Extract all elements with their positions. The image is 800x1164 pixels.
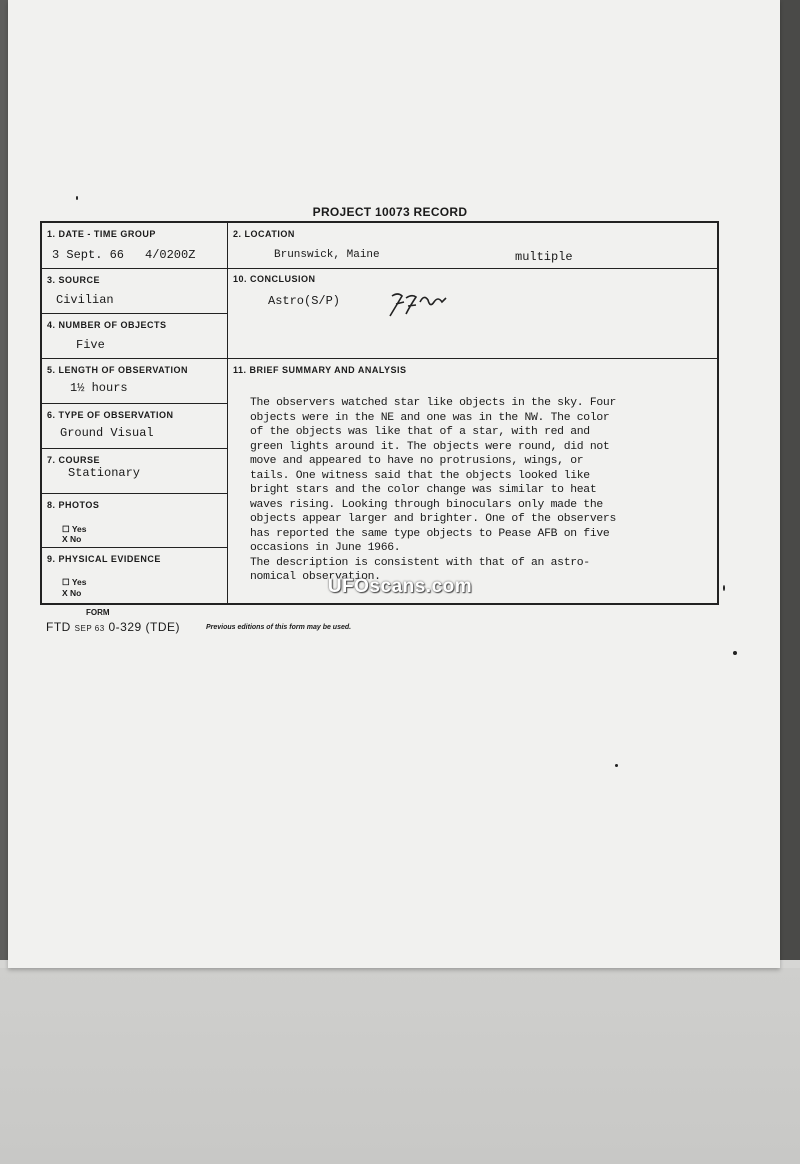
length-of-observation-value: 1½ hours — [70, 381, 128, 395]
summary-header-cell — [228, 359, 717, 379]
number-of-objects-cell — [42, 314, 227, 358]
watermark-text: UFOscans.com — [327, 576, 473, 597]
scan-speck — [733, 651, 737, 655]
footer-note: Previous editions of this form may be used. — [206, 624, 352, 631]
physical-evidence-no-checkbox: X No — [62, 588, 82, 598]
date-time-cell — [42, 223, 227, 268]
scan-edge-left — [0, 0, 8, 960]
photos-yes-checkbox: ☐ Yes — [62, 524, 87, 534]
location-note: multiple — [515, 250, 573, 264]
type-of-observation-cell — [42, 404, 227, 448]
physical-evidence-cell — [42, 548, 227, 603]
time-value: 4/0200Z — [145, 248, 196, 262]
course-label: 7. COURSE — [47, 455, 101, 465]
conclusion-cell — [228, 269, 717, 358]
conclusion-label: 10. CONCLUSION — [233, 274, 316, 284]
scan-speck — [723, 585, 725, 591]
conclusion-value: Astro(S/P) — [268, 294, 341, 308]
location-cell — [228, 223, 717, 268]
scan-speck — [615, 764, 618, 767]
source-cell — [42, 269, 227, 313]
type-of-observation-label: 6. TYPE OF OBSERVATION — [47, 410, 174, 420]
source-label: 3. SOURCE — [47, 275, 101, 285]
location-label: 2. LOCATION — [233, 229, 295, 239]
length-of-observation-cell — [42, 359, 227, 403]
footer-ftd: FTD — [46, 620, 71, 634]
footer-form-number: 0-329 (TDE) — [108, 620, 181, 634]
scan-edge-right — [778, 0, 800, 960]
source-value: Civilian — [56, 293, 114, 307]
project-title: PROJECT 10073 RECORD — [312, 205, 468, 219]
scan-speck — [76, 196, 78, 200]
photos-cell — [42, 494, 227, 547]
footer-form-id — [46, 620, 180, 634]
footer-edition: SEP 63 — [74, 624, 105, 633]
course-cell — [42, 449, 227, 493]
photos-label: 8. PHOTOS — [47, 500, 100, 510]
date-value: 3 Sept. 66 — [52, 248, 125, 262]
course-value: Stationary — [68, 466, 141, 480]
physical-evidence-yes-checkbox: ☐ Yes — [62, 577, 87, 587]
location-value: Brunswick, Maine — [274, 249, 380, 261]
summary-label: 11. BRIEF SUMMARY AND ANALYSIS — [233, 365, 407, 375]
number-of-objects-label: 4. NUMBER OF OBJECTS — [47, 320, 167, 330]
date-time-label: 1. DATE - TIME GROUP — [47, 229, 156, 239]
footer-form-word: FORM — [86, 608, 110, 617]
summary-text: The observers watched star like objects in the sky. Four objects were in the NE and one was in the NW. The color of the objects was like that of a star, with red and green lights around it. The objects were round, did not move and appeared to have no protrusions, wings, or tails. One witness said that the objects looked like bright stars and the color change was similar to heat waves rising. Looking through binoculars only made the objects appear larger and brighter. One of the observers has reported the same type objects to Pease AFB on five occasions in June 1966. The description is consistent with that of an astro- nomical observation. — [250, 397, 616, 583]
scan-bottom-strip — [0, 968, 800, 1164]
physical-evidence-label: 9. PHYSICAL EVIDENCE — [47, 554, 161, 564]
photos-no-checkbox: X No — [62, 534, 82, 544]
type-of-observation-value: Ground Visual — [60, 426, 154, 440]
handwritten-initials — [386, 288, 456, 322]
length-of-observation-label: 5. LENGTH OF OBSERVATION — [47, 365, 189, 375]
number-of-objects-value: Five — [76, 338, 105, 352]
